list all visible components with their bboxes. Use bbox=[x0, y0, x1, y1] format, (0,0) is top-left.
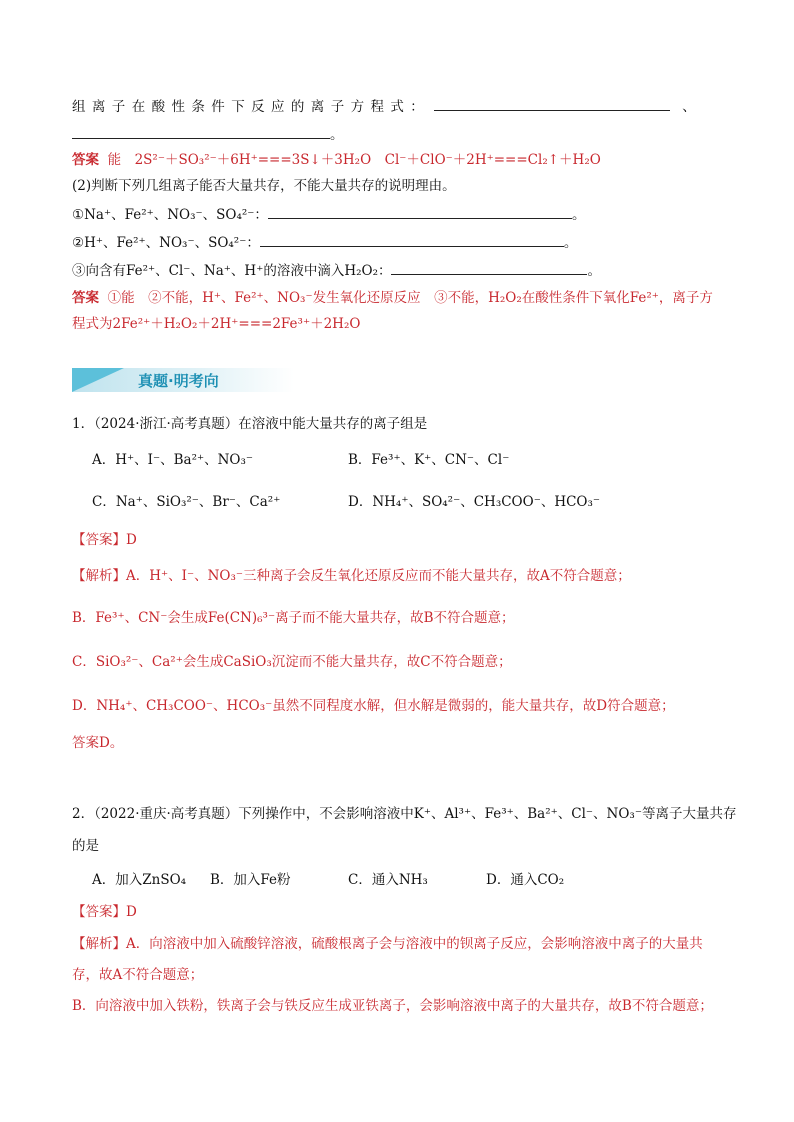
q1-analysis-end: 答案D。 bbox=[72, 735, 124, 751]
q1-option-b: B．Fe³⁺、K⁺、CN⁻、Cl⁻ bbox=[348, 452, 510, 468]
item-2 bbox=[72, 232, 577, 253]
item-2-text: ②H⁺、Fe²⁺、NO₃⁻、SO₄²⁻： bbox=[72, 235, 260, 251]
section-banner bbox=[72, 366, 294, 394]
q2-option-b: B．加入Fe粉 bbox=[210, 872, 291, 888]
period: 。 bbox=[571, 207, 586, 223]
banner-triangle bbox=[72, 368, 124, 392]
period: 。 bbox=[563, 235, 578, 251]
answer-label: 答案 bbox=[72, 290, 99, 306]
q1-option-c: C．Na⁺、SiO₃²⁻、Br⁻、Ca²⁺ bbox=[92, 494, 281, 510]
question-text: 组离子在酸性条件下反应的离子方程式： bbox=[72, 99, 431, 115]
answer-blank bbox=[260, 232, 564, 247]
answer-blank bbox=[434, 96, 670, 111]
q2-option-d: D．通入CO₂ bbox=[486, 872, 565, 888]
item-1-text: ①Na⁺、Fe²⁺、NO₃⁻、SO₄²⁻： bbox=[72, 207, 268, 223]
q2-answer: 【答案】D bbox=[72, 904, 137, 920]
q2-option-c: C．通入NH₃ bbox=[348, 872, 428, 888]
answer-blank bbox=[391, 260, 587, 275]
period: 。 bbox=[330, 127, 344, 143]
answer2-line-2: 程式为2Fe²⁺＋H₂O₂＋2H⁺===2Fe³⁺＋2H₂O bbox=[72, 316, 361, 332]
q2-stem-line-2: 的是 bbox=[72, 838, 99, 854]
question-line-2 bbox=[72, 124, 344, 145]
q1-stem: 1．（2024·浙江·高考真题）在溶液中能大量共存的离子组是 bbox=[72, 416, 428, 432]
answer-line bbox=[72, 150, 601, 170]
q1-option-a: A．H⁺、I⁻、Ba²⁺、NO₃⁻ bbox=[92, 452, 254, 468]
q2-stem-line-1: 2．（2022·重庆·高考真题）下列操作中，不会影响溶液中K⁺、Al³⁺、Fe³⁺、Ba²⁺、Cl⁻、NO₃⁻等离子大量共存 bbox=[72, 806, 737, 822]
q1-analysis-c: C．SiO₃²⁻、Ca²⁺会生成CaSiO₃沉淀而不能大量共存，故C不符合题意； bbox=[72, 654, 512, 670]
answer-label: 答案 bbox=[72, 152, 99, 168]
q2-analysis-b: B．向溶液中加入铁粉，铁离子会与铁反应生成亚铁离子，会影响溶液中离子的大量共存，故B不符合题意； bbox=[72, 998, 713, 1014]
q1-answer: 【答案】D bbox=[72, 532, 137, 548]
answer2-text: ①能 ②不能，H⁺、Fe²⁺、NO₃⁻发生氧化还原反应 ③不能，H₂O₂在酸性条件下氧化Fe²⁺，离子方 bbox=[107, 290, 713, 306]
section-title: 真题·明考向 bbox=[138, 372, 219, 390]
q1-option-d: D．NH₄⁺、SO₄²⁻、CH₃COO⁻、HCO₃⁻ bbox=[348, 494, 601, 510]
q2-option-a: A．加入ZnSO₄ bbox=[92, 872, 187, 888]
answer-blank bbox=[72, 124, 330, 139]
q1-analysis-d: D．NH₄⁺、CH₃COO⁻、HCO₃⁻虽然不同程度水解，但水解是微弱的，能大量共存，故D符合题意； bbox=[72, 698, 675, 714]
q2-analysis-a1: 【解析】A．向溶液中加入硫酸锌溶液，硫酸根离子会与溶液中的钡离子反应，会影响溶液中离子的大量共 bbox=[72, 936, 703, 952]
item-1 bbox=[72, 204, 585, 225]
answer-blank bbox=[268, 204, 572, 219]
answer-text: 能 2S²⁻＋SO₃²⁻＋6H⁺===3S↓＋3H₂O Cl⁻＋ClO⁻＋2H⁺===Cl₂↑＋H₂O bbox=[107, 152, 601, 168]
question-2-text: (2)判断下列几组离子能否大量共存，不能大量共存的说明理由。 bbox=[72, 178, 456, 194]
separator: 、 bbox=[682, 99, 696, 115]
q1-analysis-b: B．Fe³⁺、CN⁻会生成Fe(CN)₆³⁻离子而不能大量共存，故B不符合题意； bbox=[72, 610, 515, 626]
q2-analysis-a2: 存，故A不符合题意； bbox=[72, 967, 204, 983]
period: 。 bbox=[587, 263, 601, 279]
answer2-line-1 bbox=[72, 288, 713, 308]
question-line-1 bbox=[72, 96, 696, 117]
item-3 bbox=[72, 260, 601, 281]
q1-analysis-a: 【解析】A．H⁺、I⁻、NO₃⁻三种离子会反生氧化还原反应而不能大量共存，故A不符合题意； bbox=[72, 568, 631, 584]
item-3-text: ③向含有Fe²⁺、Cl⁻、Na⁺、H⁺的溶液中滴入H₂O₂： bbox=[72, 263, 392, 279]
